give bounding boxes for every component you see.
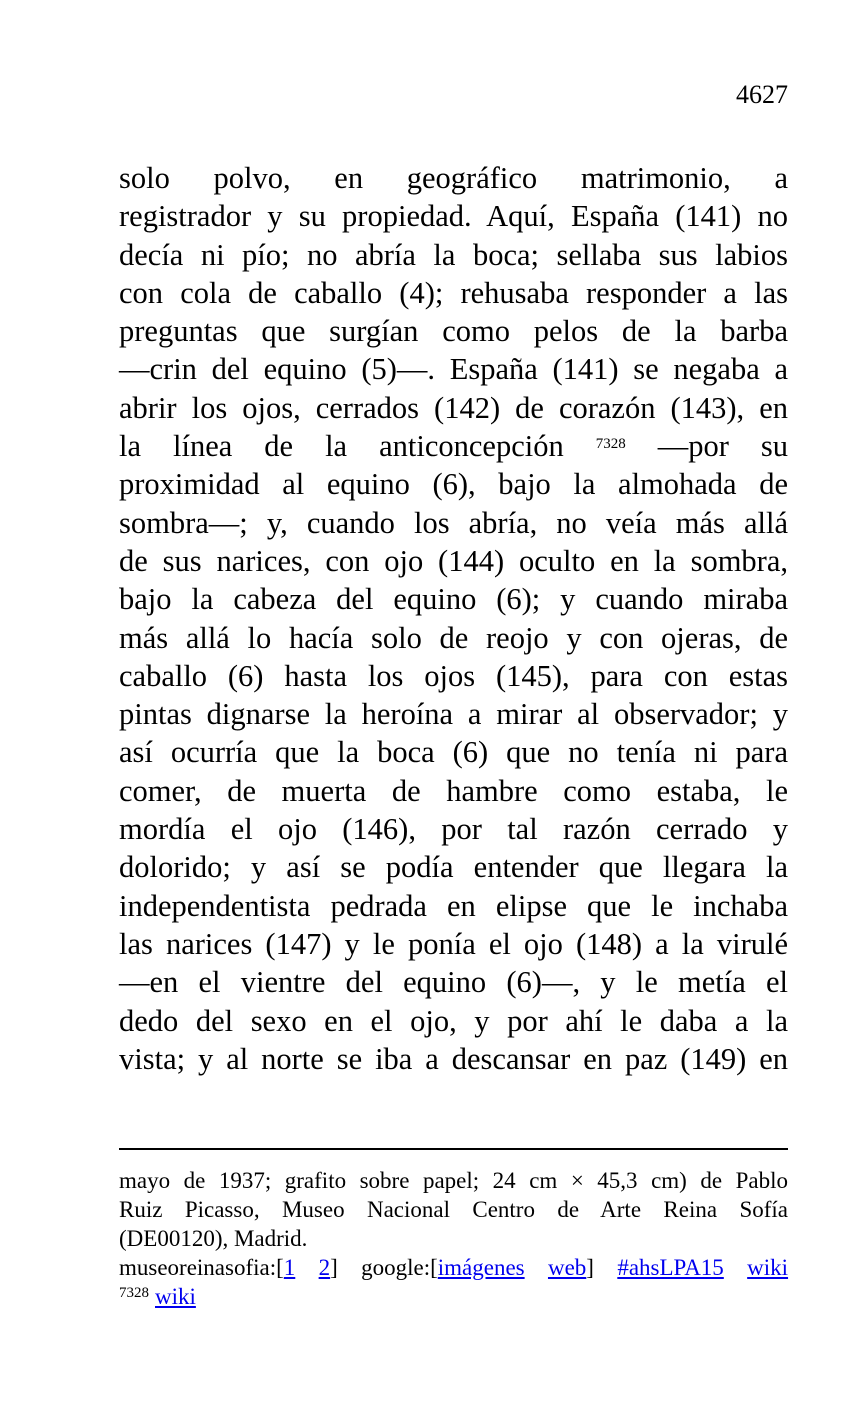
text-line: abrir los ojos, cerrados (142) de corazón (143), en	[119, 390, 788, 425]
page-number: 4627	[736, 80, 788, 109]
footnote-number: 7328	[119, 1285, 149, 1301]
text-line: sombra—; y, cuando los abría, no veía más allá	[119, 505, 788, 540]
google-prefix: ] google:[	[330, 1255, 438, 1280]
google-suffix: ]	[586, 1255, 594, 1280]
footnote-links-line	[119, 1253, 788, 1282]
text-line: dolorido; y así se podía entender que llegara la	[119, 850, 788, 885]
google-images-link[interactable]: imágenes	[437, 1255, 525, 1280]
text-line: las narices (147) y le ponía el ojo (148) a la virulé	[119, 926, 788, 961]
text-line: —en el vientre del equino (6)—, y le metía el	[119, 965, 788, 1000]
footnote-divider	[119, 1148, 788, 1150]
text-line: comer, de muerta de hambre como estaba, le	[119, 773, 788, 808]
text-line: vista; y al norte se iba a descansar en paz (149) en	[119, 1041, 788, 1076]
footnote-block	[119, 1166, 788, 1311]
text-fragment: —por su	[657, 429, 789, 464]
google-web-link[interactable]: web	[547, 1255, 587, 1280]
text-line: solo polvo, en geográfico matrimonio, a	[119, 161, 788, 195]
text-line: mordía el ojo (146), por tal razón cerrado y	[119, 812, 788, 847]
text-line: independentista pedrada en elipse que le inchaba	[119, 888, 788, 923]
next-wiki-link[interactable]: wiki	[155, 1284, 196, 1309]
hashtag-link[interactable]: #ahsLPA15	[617, 1255, 724, 1280]
text-line: con cola de caballo (4); rehusaba responder a las	[119, 275, 788, 310]
text-line: bajo la cabeza del equino (6); y cuando miraba	[119, 582, 788, 617]
museo-link-1[interactable]: 1	[283, 1255, 296, 1280]
footnote-line: mayo de 1937; grafito sobre papel; 24 cm × 45,3 cm) de Pablo	[119, 1168, 788, 1193]
footnote-next-line	[119, 1282, 788, 1311]
text-line: más allá lo hacía solo de reojo y con ojeras, de	[119, 620, 788, 655]
footnote-reference: 7328	[595, 436, 626, 453]
text-line: así ocurría que la boca (6) que no tenía ni para	[119, 735, 788, 770]
text-line: preguntas que surgían como pelos de la barba	[119, 314, 788, 349]
footnote-line: Ruiz Picasso, Museo Nacional Centro de Arte Reina Sofía	[119, 1197, 788, 1222]
museo-link-2[interactable]: 2	[318, 1255, 331, 1280]
links-prefix: museoreinasofia:[	[119, 1255, 284, 1280]
text-line: dedo del sexo en el ojo, y por ahí le daba a la	[119, 1003, 788, 1038]
footnote-line: (DE00120), Madrid.	[119, 1226, 308, 1251]
text-line: decía ni pío; no abría la boca; sellaba sus labios	[119, 237, 788, 272]
text-line-with-note	[119, 427, 788, 465]
text-line: pintas dignarse la heroína a mirar al observador; y	[119, 697, 788, 732]
body-text	[119, 159, 788, 1078]
text-line: —crin del equino (5)—. España (141) se negaba a	[119, 352, 788, 387]
text-line: caballo (6) hasta los ojos (145), para con estas	[119, 658, 788, 693]
text-line: de sus narices, con ojo (144) oculto en la sombra,	[119, 543, 788, 578]
text-fragment: la línea de la anticoncepción	[119, 429, 564, 464]
wiki-link[interactable]: wiki	[747, 1255, 789, 1280]
text-line: registrador y su propiedad. Aquí, España (141) no	[119, 199, 788, 234]
text-line: proximidad al equino (6), bajo la almohada de	[119, 467, 788, 502]
